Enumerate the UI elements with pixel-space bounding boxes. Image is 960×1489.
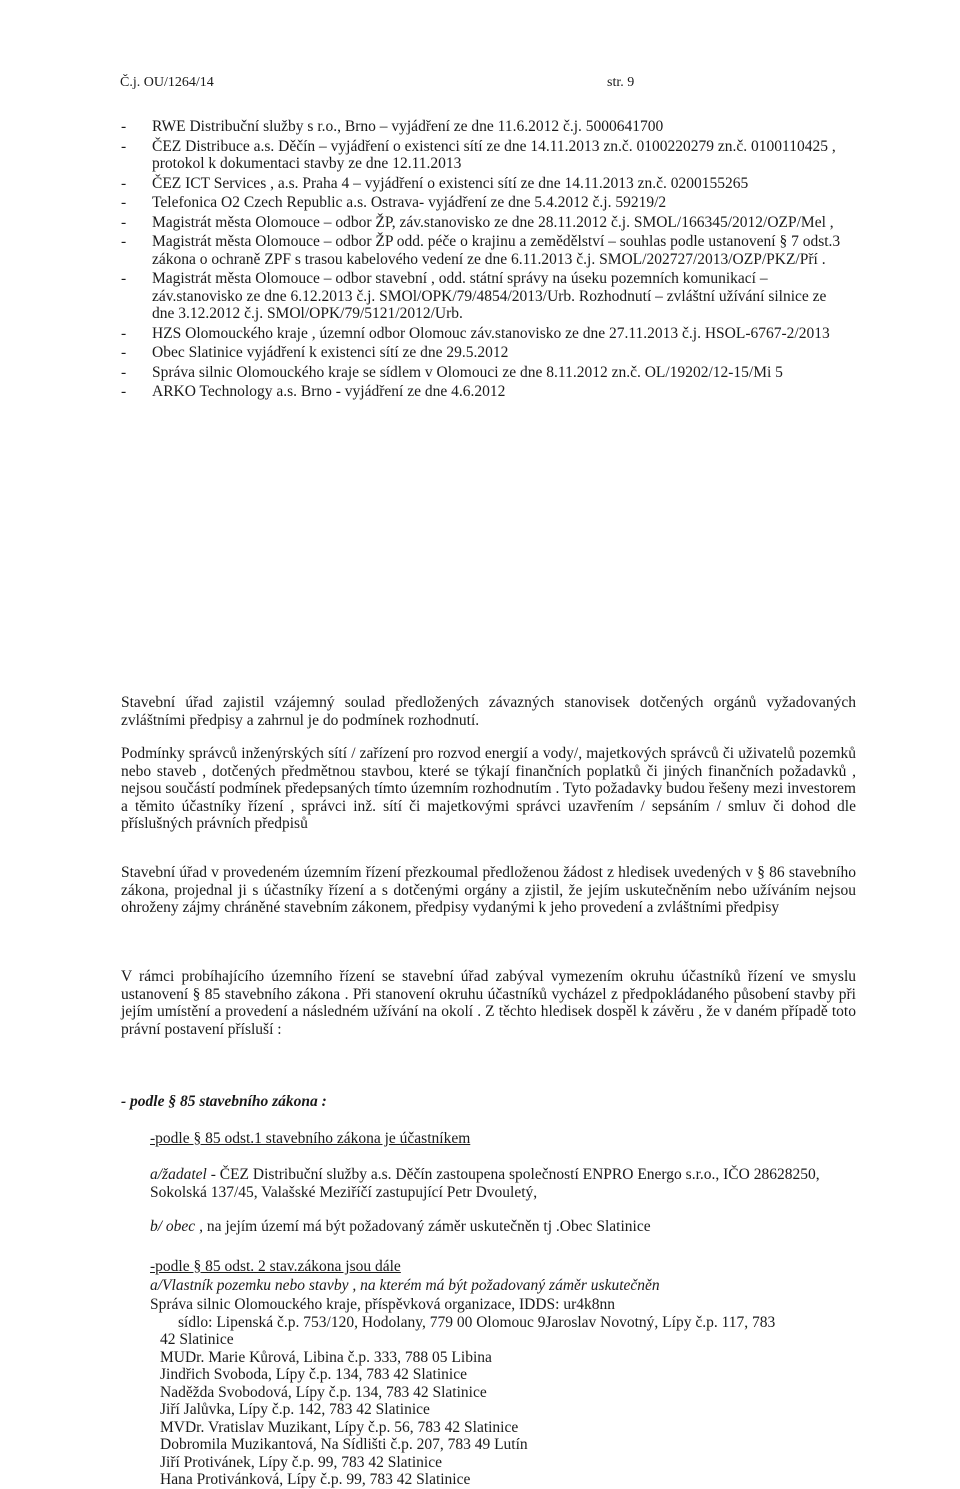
section-heading: - podle § 85 stavebního zákona : xyxy=(121,1093,327,1110)
list-item: - Obec Slatinice vyjádření k existenci sítí ze dne 29.5.2012 xyxy=(121,344,509,361)
reference-number: Č.j. OU/1264/14 xyxy=(120,75,214,90)
list-item: 42 Slatinice xyxy=(160,1331,234,1348)
dependents-list xyxy=(121,118,841,403)
list-item: Jindřich Svoboda, Lípy č.p. 134, 783 42 Slatinice xyxy=(160,1366,467,1383)
list-item: - ARKO Technology a.s. Brno - vyjádření ze dne 4.6.2012 xyxy=(121,383,506,400)
list-item: - HZS Olomouckého kraje , územní odbor Olomouc záv.stanovisko ze dne 27.11.2013 č.j. HSOL-6767-2/2013 xyxy=(121,324,830,342)
applicant-entry xyxy=(150,1166,850,1201)
list-item: - Magistrát města Olomouce – odbor stavební , odd. státní správy na úseku pozemních komunikací – záv.stanovisko ze dne 6.12.2013 č.j. SMOl/OPK/79/4854/2013/Urb. Rozhodnutí – zvláštní užívání silnice ze dne 3.12.2012 č.j. SMOl/OPK/79/5121/2012/Urb. xyxy=(121,270,827,322)
subsection-heading-2: -podle § 85 odst. 2 stav.zákona jsou dále xyxy=(150,1258,401,1275)
list-item: Jiří Protivánek, Lípy č.p. 99, 783 42 Slatinice xyxy=(160,1453,442,1471)
list-item: - Magistrát města Olomouce – odbor ŽP, záv.stanovisko ze dne 28.11.2012 č.j. SMOL/166345/2012/OZP/Mel , xyxy=(121,213,834,231)
list-item: - ČEZ ICT Services , a.s. Praha 4 – vyjádření o existenci sítí ze dne 14.11.2013 zn.č. 0200155265 xyxy=(121,174,749,192)
paragraph-participants: V rámci probíhajícího územního řízení se stavební úřad zabýval vymezením okruhu účastníků řízení ve smyslu ustanovení § 85 stavebního zákona . Při stanovení okruhu účastníků vycházel z předpokládaného působení stavby při jejím umístění a provedení a následném užívání na okolí . Z těchto hledisek dospěl k závěru , že v daném případě toto právní postavení přísluší : xyxy=(121,968,856,1038)
owners-heading: a/Vlastník pozemku nebo stavby , na kterém má být požadovaný záměr uskutečněn xyxy=(150,1277,660,1294)
list-item: MVDr. Vratislav Muzikant, Lípy č.p. 56, 783 42 Slatinice xyxy=(160,1418,519,1436)
list-item: Jiří Jalůvka, Lípy č.p. 142, 783 42 Slatinice xyxy=(160,1401,430,1418)
applicant-label: a/žadatel xyxy=(150,1166,207,1183)
list-item: - RWE Distribuční služby s r.o., Brno – vyjádření ze dne 11.6.2012 č.j. 5000641700 xyxy=(121,118,664,135)
list-item: - Magistrát města Olomouce – odbor ŽP odd. péče o krajinu a zemědělství – souhlas podle ustanovení § 7 odst.3 zákona o ochraně ZPF s trasou kabelového vedení ze dne 6.11.2013 č.j. SMOL/202727/2013/OZP/PKZ/Pří . xyxy=(121,233,841,268)
list-item: Hana Protivánková, Lípy č.p. 99, 783 42 Slatinice xyxy=(160,1471,471,1488)
paragraph-review: Stavební úřad v provedeném územním řízení přezkoumal předloženou žádost z hledisek uvedených v § 86 stavebního zákona, projednal ji s účastníky řízení a s dotčenými orgány a zjistil, že jejím uskutečněním nebo užíváním nejsou ohroženy zájmy chráněné stavebním zákonem, předpisy vydanými k jeho provedení a zvláštními předpisy xyxy=(121,864,856,916)
owners-list xyxy=(150,1296,850,1489)
applicant-text: - ČEZ Distribuční služby a.s. Děčín zastoupena společností ENPRO Energo s.r.o., IČO 28628250, Sokolská 137/45, Valašské Meziříčí zastupující Petr Dvouletý, xyxy=(150,1166,820,1201)
subsection-heading-1: -podle § 85 odst.1 stavebního zákona je účastníkem xyxy=(150,1130,471,1147)
municipality-text: na jejím území má být požadovaný záměr uskutečněn tj .Obec Slatinice xyxy=(206,1218,651,1235)
list-item: - ČEZ Distribuce a.s. Děčín – vyjádření o existenci sítí ze dne 14.11.2013 zn.č. 0100220279 zn.č. 0100110425 , protokol k dokumentaci stavby ze dne 12.11.2013 xyxy=(121,137,836,172)
list-item: MUDr. Marie Kůrová, Libina č.p. 333, 788 05 Libina xyxy=(160,1348,492,1366)
list-item: - Telefonica O2 Czech Republic a.s. Ostrava- vyjádření ze dne 5.4.2012 č.j. 59219/2 xyxy=(121,194,667,211)
list-item: Správa silnic Olomouckého kraje, příspěvková organizace, IDDS: ur4k8nn xyxy=(150,1296,616,1313)
list-item: - Správa silnic Olomouckého kraje se sídlem v Olomouci ze dne 8.11.2012 zn.č. OL/19202/12-15/Mi 5 xyxy=(121,363,783,381)
municipality-label: b/ obec , xyxy=(150,1218,203,1235)
paragraph-conditions: Podmínky správců inženýrských sítí / zařízení pro rozvod energií a vody/, majetkových správců či uživatelů pozemků nebo staveb , dotčených předmětnou stavbou, které se týkají finančních poplatků či jiných finančních požadavků , nejsou součástí podmínek předepsaných tímto územním rozhodnutím . Tyto požadavky budou řešeny mezi investorem a těmito účastníky řízení , správci inž. sítí či majetkovými správci uzavřením / sepsáním / smluv či dohod dle příslušných právních předpisů xyxy=(121,745,856,832)
paragraph-consistency: Stavební úřad zajistil vzájemný soulad předložených závazných stanovisek dotčených orgánů vyžadovaných zvláštními předpisy a zahrnul je do podmínek rozhodnutí. xyxy=(121,694,856,729)
list-item: sídlo: Lipenská č.p. 753/120, Hodolany, 779 00 Olomouc 9Jaroslav Novotný, Lípy č.p. 117, 783 xyxy=(178,1313,776,1331)
list-item: Naděžda Svobodová, Lípy č.p. 134, 783 42 Slatinice xyxy=(160,1383,487,1401)
municipality-entry xyxy=(150,1218,850,1236)
page-number: str. 9 xyxy=(607,75,635,90)
list-item: Dobromila Muzikantová, Na Sídlišti č.p. 207, 783 49 Lutín xyxy=(160,1436,528,1453)
